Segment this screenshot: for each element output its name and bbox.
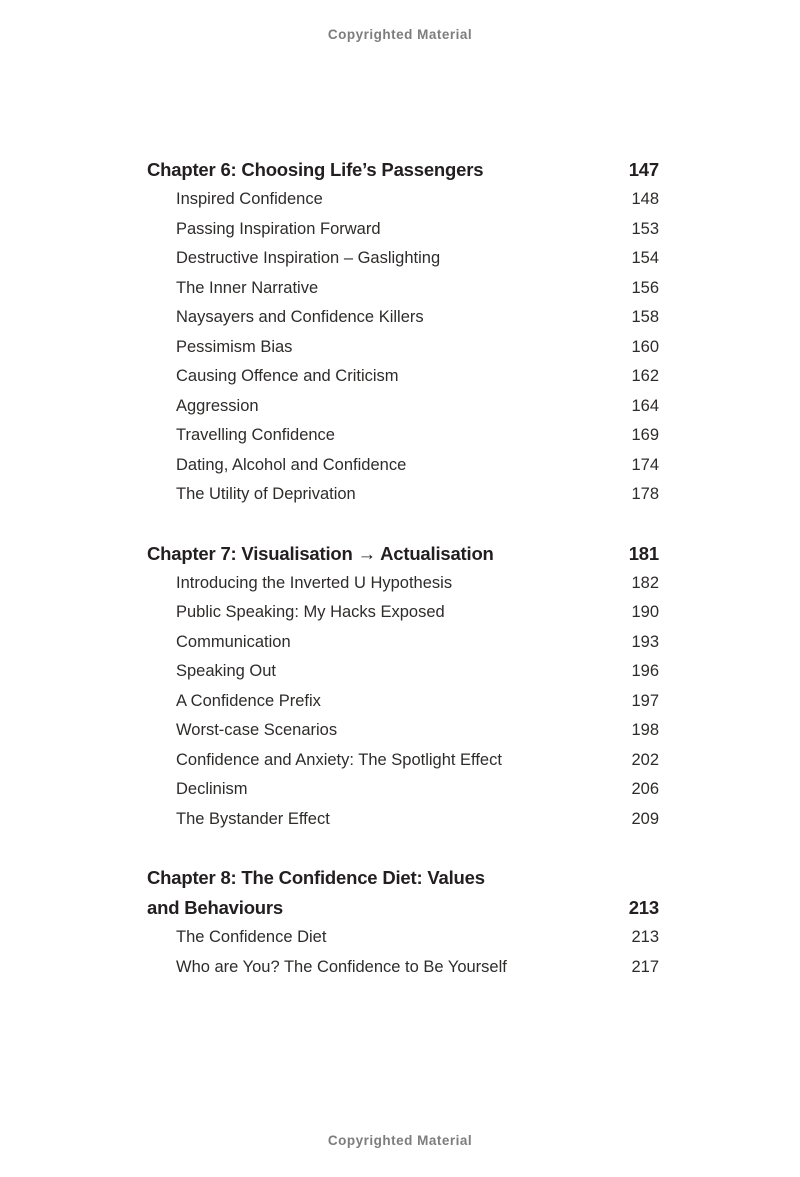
toc-entry-page-number: 169 (631, 426, 659, 444)
toc-entry-page-number: 164 (631, 396, 659, 415)
toc-entry (147, 598, 659, 628)
toc-entry-title: Communication (176, 632, 291, 651)
toc-entry (147, 480, 659, 510)
toc-entry (147, 421, 659, 451)
toc-entry (147, 923, 659, 953)
toc-entry-page-number: 198 (631, 721, 659, 739)
toc-entry-page-number: 153 (631, 219, 659, 238)
toc-entry (147, 185, 659, 215)
toc-entry (147, 451, 659, 481)
toc-entry-title: Causing Offence and Criticism (176, 367, 399, 385)
toc-entry (147, 244, 659, 274)
toc-entry-title: Destructive Inspiration – Gaslighting (176, 249, 441, 267)
toc-entry-page-number: 178 (631, 485, 659, 503)
toc-entry-page-number: 202 (631, 750, 659, 769)
chapter-page-number: 181 (628, 542, 659, 564)
toc-entry (147, 657, 659, 687)
toc-entry-page-number: 174 (631, 455, 659, 474)
toc-entry-title: The Inner Narrative (176, 278, 319, 297)
toc-entry (147, 333, 659, 363)
toc-entry (147, 274, 659, 304)
toc-entry-page-number: 193 (631, 632, 659, 651)
toc-entry-title: Aggression (176, 396, 259, 415)
toc-section-chapter-6 (147, 155, 659, 510)
toc-entry (147, 215, 659, 245)
chapter-title-line-1: Chapter 8: The Confidence Diet: Values (147, 867, 485, 888)
chapter-heading (147, 155, 659, 185)
toc-entry-title: Declinism (176, 780, 248, 798)
toc-entry-title: Inspired Confidence (176, 190, 323, 208)
toc-entry-title: Pessimism Bias (176, 337, 293, 356)
toc-section-chapter-8 (147, 863, 659, 982)
copyright-watermark-bottom: Copyrighted Material (327, 1133, 473, 1148)
toc-entry-page-number: 217 (631, 957, 659, 976)
toc-entry-page-number: 190 (631, 603, 659, 621)
toc-entry-page-number: 197 (631, 691, 659, 710)
chapter-page-number: 213 (628, 897, 659, 918)
chapter-title: Chapter 6: Choosing Life’s Passengers (147, 159, 484, 180)
toc-entry-title: Confidence and Anxiety: The Spotlight Effect (176, 750, 502, 769)
toc-entry-page-number: 158 (631, 308, 659, 326)
chapter-title: Chapter 7: Visualisation → Actualisation (147, 542, 494, 564)
chapter-heading (147, 539, 659, 569)
toc-entry (147, 953, 659, 983)
toc-entry-page-number: 182 (631, 573, 659, 592)
toc-entry-page-number: 196 (631, 662, 659, 680)
table-of-contents (147, 155, 659, 982)
toc-entry-title: The Utility of Deprivation (176, 485, 356, 503)
chapter-page-number: 147 (628, 159, 659, 180)
toc-entry (147, 303, 659, 333)
toc-entry-title: A Confidence Prefix (176, 691, 321, 710)
toc-entry-title: The Bystander Effect (176, 809, 330, 828)
toc-entry-page-number: 213 (631, 928, 659, 946)
toc-entry-page-number: 209 (631, 809, 659, 828)
toc-entry-title: Travelling Confidence (176, 426, 335, 444)
chapter-title (147, 863, 485, 923)
toc-entry-page-number: 162 (631, 367, 659, 385)
toc-entry (147, 569, 659, 599)
toc-entry-page-number: 206 (631, 780, 659, 798)
toc-entry-title: Worst-case Scenarios (176, 721, 338, 739)
toc-entry-page-number: 156 (631, 278, 659, 297)
toc-entry-title: Passing Inspiration Forward (176, 219, 381, 238)
toc-entry-page-number: 148 (631, 190, 659, 208)
toc-entry (147, 392, 659, 422)
toc-entry (147, 687, 659, 717)
toc-entry (147, 716, 659, 746)
toc-section-chapter-7 (147, 539, 659, 835)
toc-entry-title: Who are You? The Confidence to Be Yourself (176, 957, 507, 976)
toc-entry-page-number: 160 (631, 337, 659, 356)
toc-entry-title: Dating, Alcohol and Confidence (176, 455, 407, 474)
chapter-title-line-2: and Behaviours (147, 897, 283, 918)
toc-entry-title: Public Speaking: My Hacks Exposed (176, 603, 445, 621)
toc-entry-title: The Confidence Diet (176, 928, 327, 946)
chapter-heading (147, 863, 659, 923)
toc-entry (147, 746, 659, 776)
toc-entry-title: Introducing the Inverted U Hypothesis (176, 573, 453, 592)
toc-entry (147, 628, 659, 658)
toc-entry-title: Naysayers and Confidence Killers (176, 308, 424, 326)
toc-entry (147, 805, 659, 835)
toc-entry-title: Speaking Out (176, 662, 276, 680)
toc-entry-page-number: 154 (631, 249, 659, 267)
toc-entry (147, 775, 659, 805)
copyright-watermark-top: Copyrighted Material (327, 27, 473, 42)
toc-entry (147, 362, 659, 392)
